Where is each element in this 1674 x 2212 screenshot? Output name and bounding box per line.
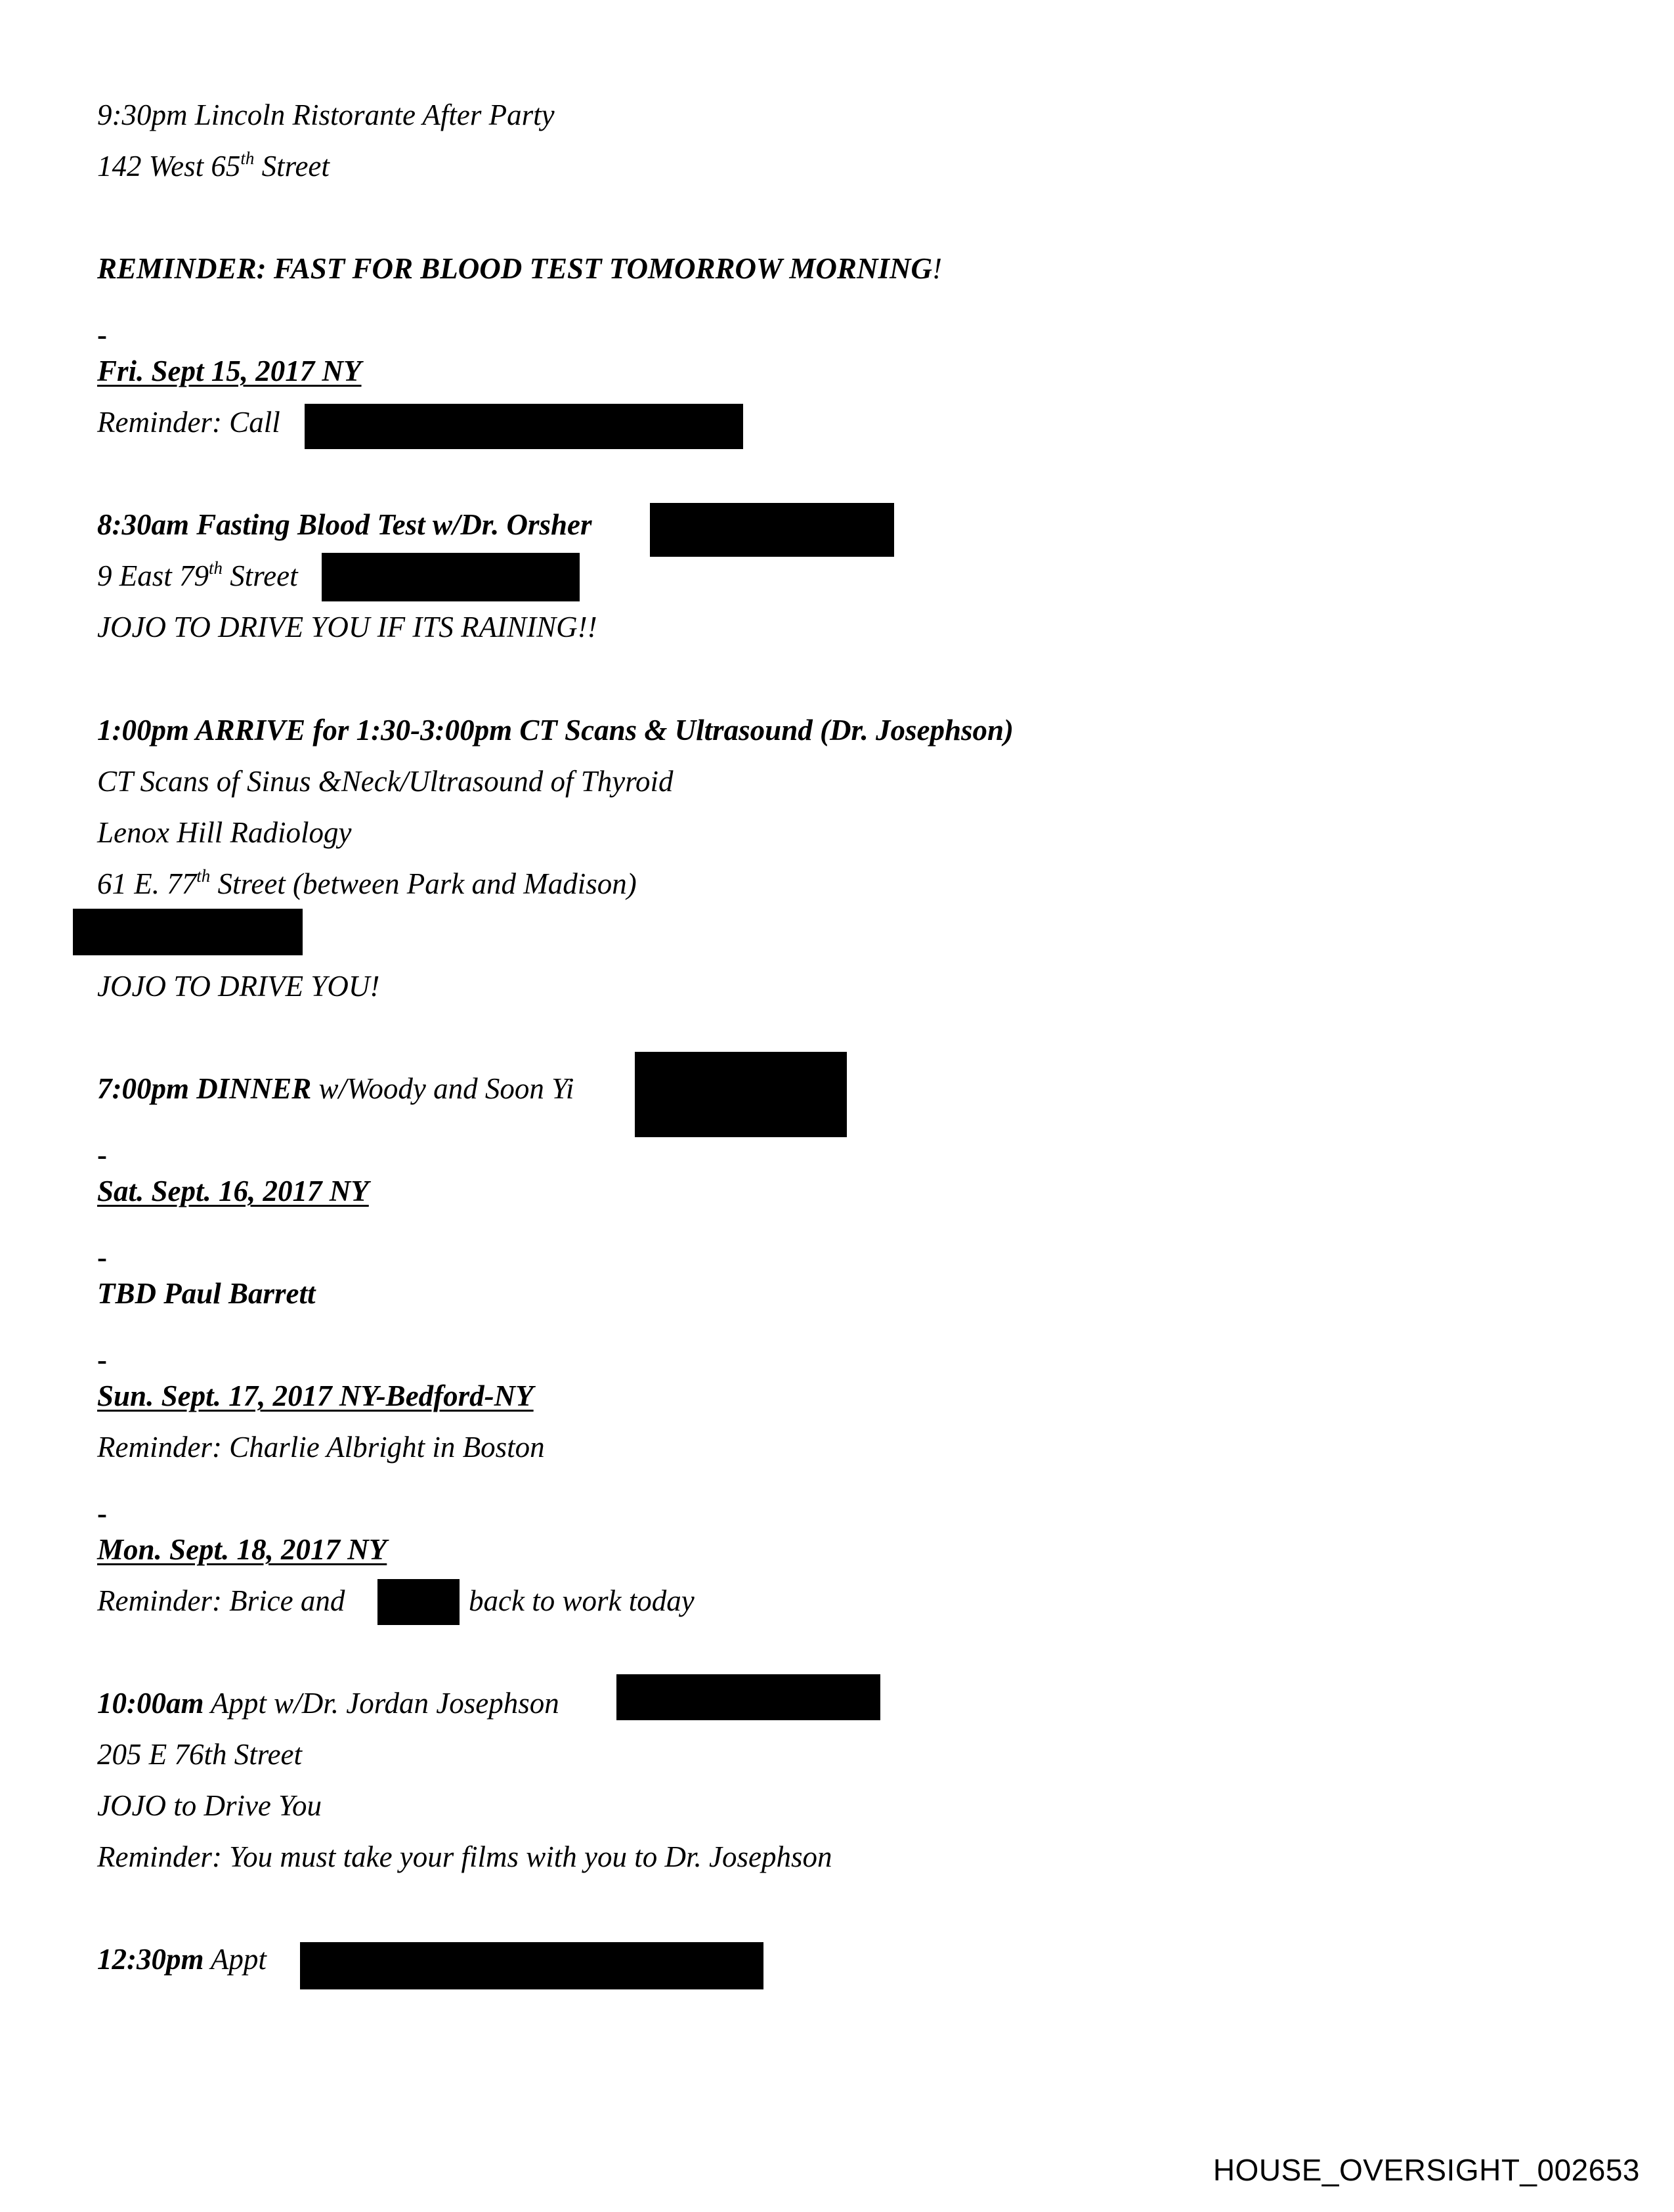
separator-dash: - xyxy=(97,1139,107,1171)
after-party-line: 9:30pm Lincoln Ristorante After Party xyxy=(97,98,555,131)
appt-josephson-reminder: Reminder: You must take your films with you to Dr. Josephson xyxy=(97,1840,832,1873)
appt-josephson-address: 205 E 76th Street xyxy=(97,1738,303,1771)
fast-reminder: REMINDER: FAST FOR BLOOD TEST TOMORROW MORNING! xyxy=(97,252,942,285)
ct-scan-header: 1:00pm ARRIVE for 1:30-3:00pm CT Scans & Ultrasound (Dr. Josephson) xyxy=(97,714,1014,747)
sun-date-header: Sun. Sept. 17, 2017 NY-Bedford-NY xyxy=(97,1379,534,1412)
blood-test-address: 9 East 79th Street xyxy=(97,558,298,592)
redaction-box xyxy=(635,1052,847,1137)
appt-josephson-driver: JOJO to Drive You xyxy=(97,1789,322,1822)
dinner-line: 7:00pm DINNER w/Woody and Soon Yi xyxy=(97,1072,574,1105)
separator-dash: - xyxy=(97,1497,107,1530)
tbd-line: TBD Paul Barrett xyxy=(97,1277,316,1310)
sat-date-header: Sat. Sept. 16, 2017 NY xyxy=(97,1175,369,1207)
redaction-box xyxy=(650,503,894,557)
sun-reminder: Reminder: Charlie Albright in Boston xyxy=(97,1431,545,1464)
ct-scan-description: CT Scans of Sinus &Neck/Ultrasound of Thyroid xyxy=(97,765,674,798)
ct-scan-place: Lenox Hill Radiology xyxy=(97,816,352,849)
separator-dash: - xyxy=(97,318,107,351)
fri-date-header: Fri. Sept 15, 2017 NY xyxy=(97,355,362,387)
blood-test-line: 8:30am Fasting Blood Test w/Dr. Orsher xyxy=(97,508,592,541)
jojo-drive-line: JOJO TO DRIVE YOU! xyxy=(97,970,380,1003)
redaction-box xyxy=(73,909,303,955)
mon-reminder-end: back to work today xyxy=(469,1584,695,1617)
bates-number: HOUSE_OVERSIGHT_002653 xyxy=(1213,2153,1640,2187)
jojo-rain-line: JOJO TO DRIVE YOU IF ITS RAINING!! xyxy=(97,611,597,643)
redaction-box xyxy=(305,404,743,449)
redaction-box xyxy=(616,1674,880,1720)
after-party-address: 142 West 65th Street xyxy=(97,148,330,183)
fri-reminder: Reminder: Call xyxy=(97,406,280,439)
redaction-box xyxy=(377,1579,460,1625)
separator-dash: - xyxy=(97,1241,107,1274)
appt-josephson-line: 10:00am Appt w/Dr. Jordan Josephson xyxy=(97,1687,559,1720)
appt-1230-line: 12:30pm Appt xyxy=(97,1943,267,1976)
mon-reminder: Reminder: Brice and xyxy=(97,1584,345,1617)
redaction-box xyxy=(300,1942,763,1989)
ct-scan-address: 61 E. 77th Street (between Park and Madison) xyxy=(97,866,637,900)
mon-date-header: Mon. Sept. 18, 2017 NY xyxy=(97,1533,387,1566)
separator-dash: - xyxy=(97,1343,107,1376)
redaction-box xyxy=(322,553,580,601)
